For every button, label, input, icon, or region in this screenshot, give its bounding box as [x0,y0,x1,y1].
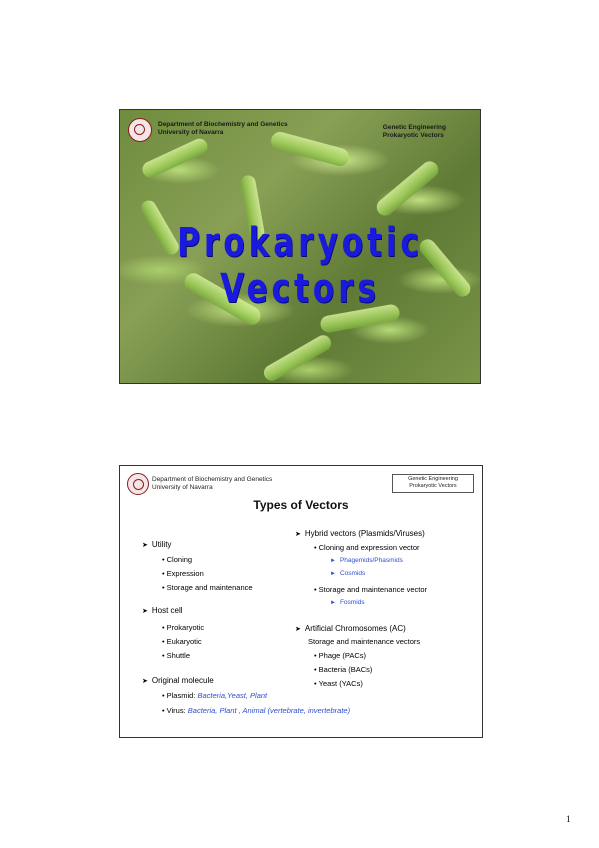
title-slide [119,109,481,384]
triangle-icon: ► [330,571,336,577]
department-name: Department of Biochemistry and Genetics [152,476,273,483]
list-item: • Eukaryotic [162,637,202,646]
course-name: Genetic Engineering [382,124,446,131]
triangle-icon: ► [330,558,336,564]
department-name: Department of Biochemistry and Genetics [158,121,288,128]
university-name: University of Navarra [152,484,213,491]
types-slide [119,465,483,738]
original-heading: ➤ Original molecule [142,676,214,685]
bacterium-image [373,158,441,219]
list-item: • Bacteria (BACs) [314,665,373,674]
university-logo [127,473,149,495]
list-item: • Expression [162,569,204,578]
arrow-icon: ➤ [142,678,148,685]
arrow-icon: ➤ [142,542,148,549]
list-item: • Prokaryotic [162,623,205,632]
page-number: 1 [566,814,571,824]
arrow-icon: ➤ [142,608,148,615]
host-heading: ➤ Host cell [142,606,183,615]
list-item: • Storage and maintenance vector [314,585,428,594]
list-item: ► Cosmids [330,570,366,577]
university-name: University of Navarra [158,129,224,136]
list-item: • Shuttle [162,651,190,660]
bacterium-image [261,332,334,383]
hybrid-heading: ➤ Hybrid vectors (Plasmids/Viruses) [295,529,425,538]
list-item: • Cloning [162,555,193,564]
list-item: • Plasmid: Bacteria,Yeast, Plant [162,691,268,700]
department-label [158,121,288,137]
list-item: • Cloning and expression vector [314,543,420,552]
slide-title: Types of Vectors [253,498,349,512]
lecture-name: Prokaryotic Vectors [382,132,444,139]
triangle-icon: ► [330,600,336,606]
list-item: • Yeast (YACs) [314,679,363,688]
slide-title: Prokaryotic Vectors [177,220,423,312]
list-item: ► Phagemids/Phasmids [330,557,403,564]
department-label [152,476,272,492]
artificial-heading: ➤ Artificial Chromosomes (AC) [295,624,406,633]
list-item: ► Fosmids [330,599,365,606]
university-logo [128,118,152,142]
course-label [383,124,446,140]
course-box [392,474,474,493]
lecture-name: Prokaryotic Vectors [409,483,457,489]
utility-heading: ➤ Utility [142,540,172,549]
course-name: Genetic Engineering [408,476,458,482]
list-item: • Virus: Bacteria, Plant , Animal (vertebrate, invertebrate) [162,706,351,715]
slide-header [128,118,472,146]
artificial-subheading: Storage and maintenance vectors [308,637,421,646]
list-item: • Phage (PACs) [314,651,367,660]
arrow-icon: ➤ [295,626,301,633]
arrow-icon: ➤ [295,531,301,538]
list-item: • Storage and maintenance [162,583,253,592]
